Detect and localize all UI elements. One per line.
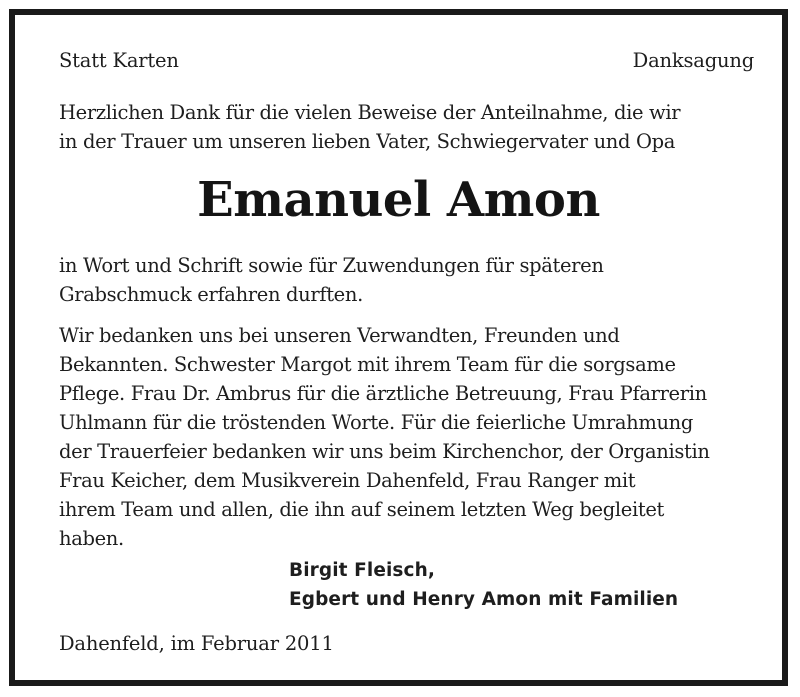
signer-line: Birgit Fleisch, bbox=[289, 560, 435, 581]
intro-line: Herzlichen Dank für die vielen Beweise der Anteilnahme, die wir bbox=[59, 101, 681, 124]
thanks-paragraph bbox=[59, 251, 754, 309]
header-right-text: Danksagung bbox=[632, 49, 754, 72]
acknowledgements-line: haben. bbox=[59, 527, 124, 550]
thanks-line: in Wort und Schrift sowie für Zuwendungen für späteren bbox=[59, 254, 604, 277]
thanks-line: Grabschmuck erfahren durften. bbox=[59, 283, 363, 306]
header-left-text: Statt Karten bbox=[59, 49, 179, 72]
acknowledgements-line: der Trauerfeier bedanken wir uns beim Kirchenchor, der Organistin bbox=[59, 440, 710, 463]
acknowledgements-line: Wir bedanken uns bei unseren Verwandten, Freunden und bbox=[59, 324, 620, 347]
acknowledgements-line: Bekannten. Schwester Margot mit ihrem Team für die sorgsame bbox=[59, 353, 676, 376]
deceased-name: Emanuel Amon bbox=[197, 172, 600, 228]
acknowledgements-line: Pflege. Frau Dr. Ambrus für die ärztliche Betreuung, Frau Pfarrerin bbox=[59, 382, 707, 405]
obituary-notice bbox=[9, 9, 788, 686]
acknowledgements-line: Uhlmann für die tröstenden Worte. Für die feierliche Umrahmung bbox=[59, 411, 694, 434]
acknowledgements-paragraph bbox=[59, 321, 754, 553]
header-row bbox=[59, 46, 754, 75]
signers-block bbox=[289, 556, 678, 614]
intro-line: in der Trauer um unseren lieben Vater, Schwiegervater und Opa bbox=[59, 130, 676, 153]
place-date: Dahenfeld, im Februar 2011 bbox=[59, 632, 334, 655]
acknowledgements-line: Frau Keicher, dem Musikverein Dahenfeld, Frau Ranger mit bbox=[59, 469, 636, 492]
signer-line: Egbert und Henry Amon mit Familien bbox=[289, 589, 679, 610]
intro-paragraph bbox=[59, 98, 754, 156]
acknowledgements-line: ihrem Team und allen, die ihn auf seinem letzten Weg begleitet bbox=[59, 498, 664, 521]
